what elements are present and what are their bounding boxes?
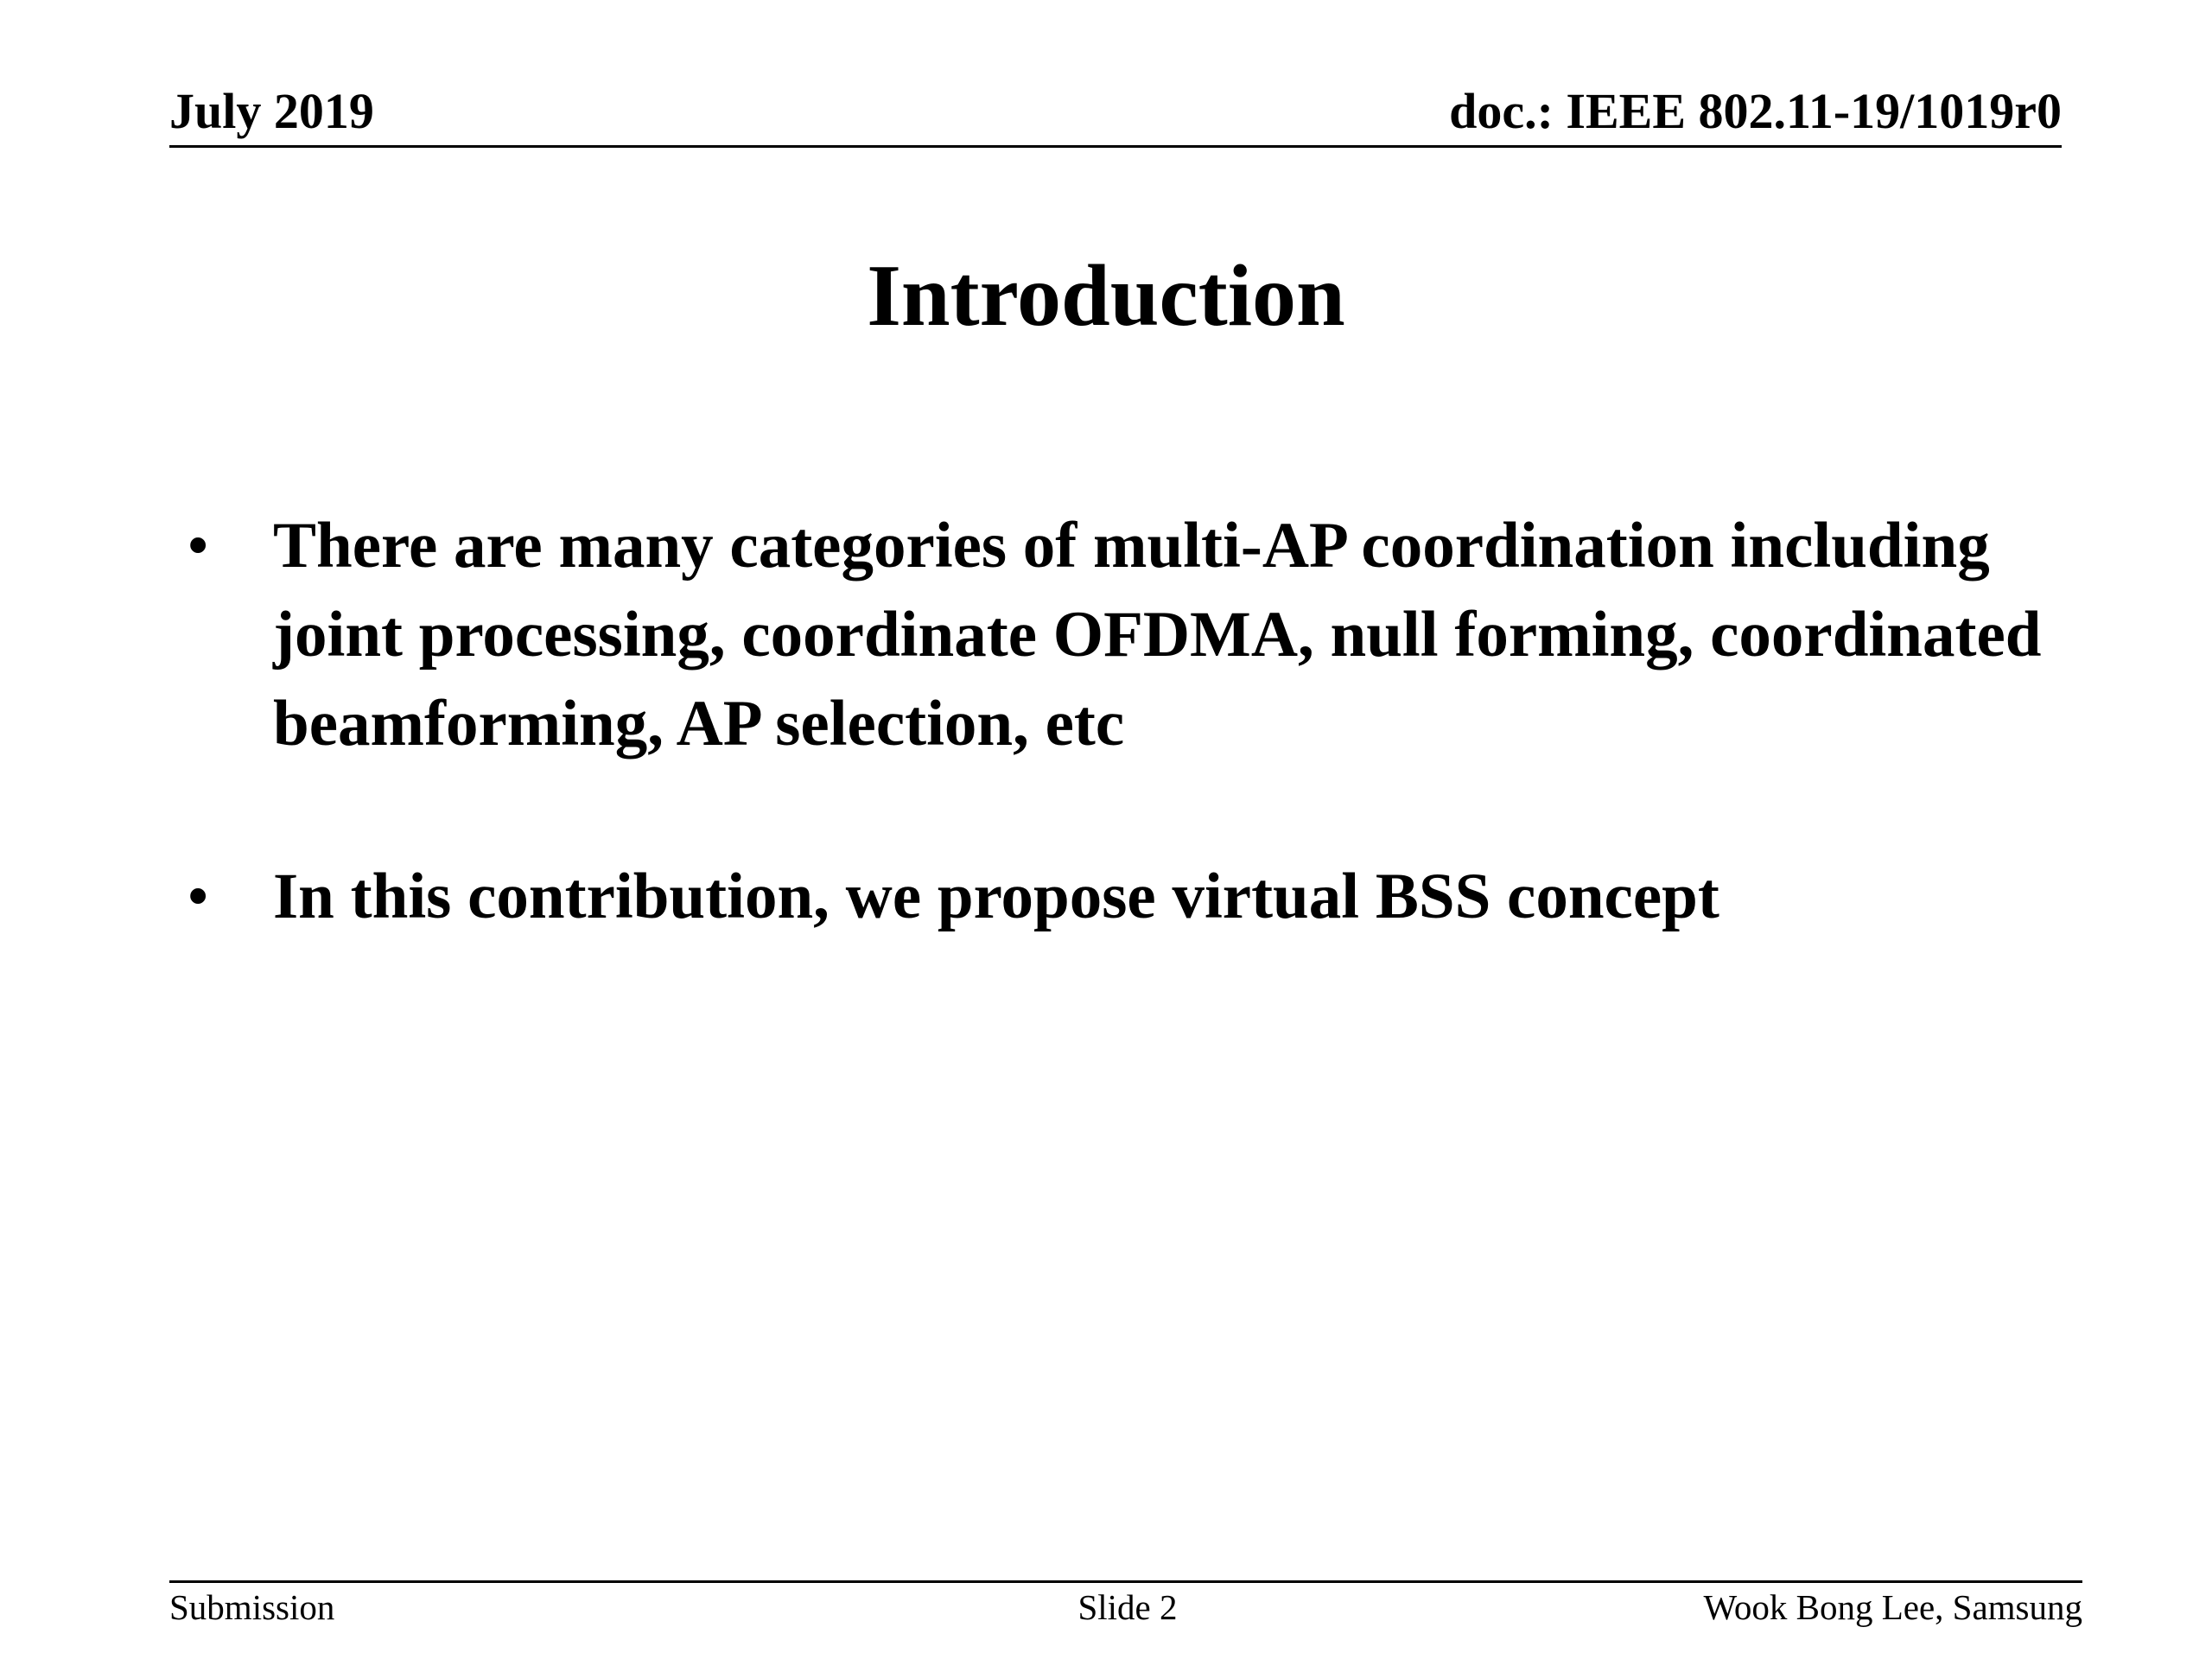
footer-author: Wook Bong Lee, Samsung xyxy=(1703,1587,2082,1627)
footer-submission: Submission xyxy=(169,1587,335,1627)
bullet-text: There are many categories of multi-AP coordination including joint processing, coordinate OFDMA, null forming, coordinated beamforming, AP selection, etc xyxy=(273,510,2042,760)
bullet-item xyxy=(187,501,2044,768)
bullet-list xyxy=(187,501,2044,941)
bullet-dot-icon: • xyxy=(187,510,210,582)
header-date: July 2019 xyxy=(169,83,374,139)
bullet-dot-icon: • xyxy=(187,861,210,932)
footer-slide-number: Slide 2 xyxy=(1077,1587,1178,1627)
header-doc-id: doc.: IEEE 802.11-19/1019r0 xyxy=(1449,83,2062,139)
bullet-item xyxy=(187,852,2044,941)
header-divider xyxy=(169,145,2062,148)
bullet-text: In this contribution, we propose virtual BSS concept xyxy=(273,861,1719,932)
slide-title: Introduction xyxy=(867,247,1345,345)
footer-divider xyxy=(169,1580,2082,1583)
